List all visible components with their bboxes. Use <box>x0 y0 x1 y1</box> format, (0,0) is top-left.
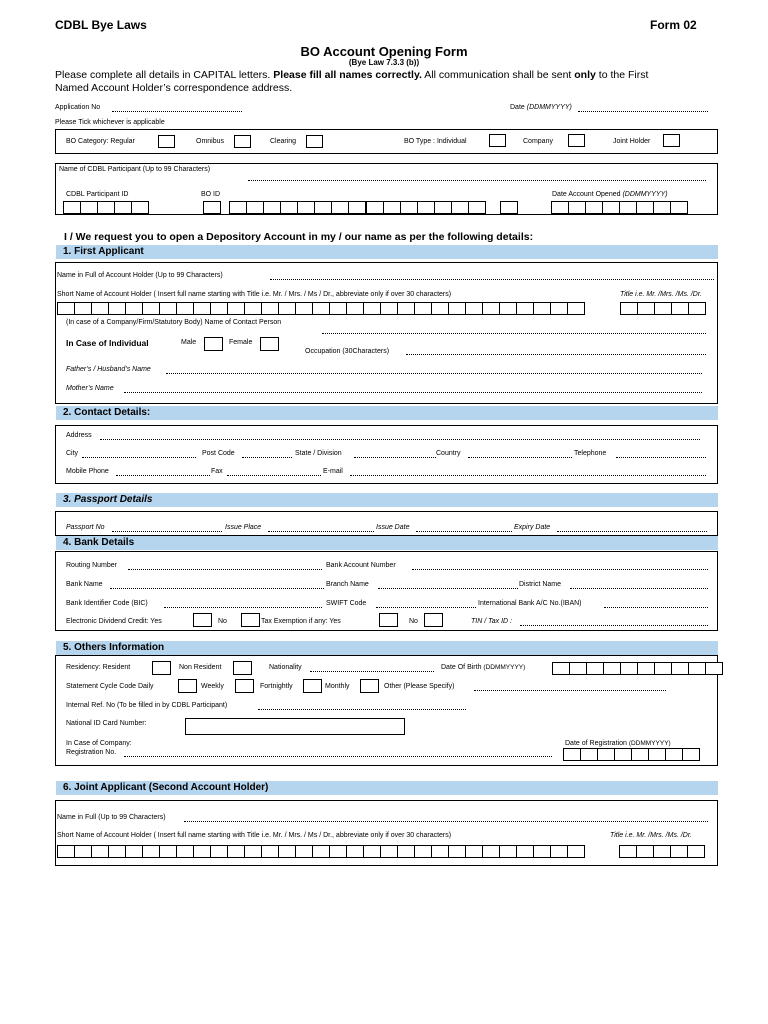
tick-instruction: Please Tick whichever is applicable <box>55 119 165 126</box>
weekly-label: Weekly <box>201 683 224 690</box>
individual-checkbox[interactable] <box>489 134 506 147</box>
header-left: CDBL Bye Laws <box>55 18 147 32</box>
female-label: Female <box>229 339 253 346</box>
issue-place-label: Issue Place <box>225 524 262 531</box>
branch-label: Branch Name <box>326 581 369 588</box>
telephone-label: Telephone <box>574 450 607 457</box>
iban-label: International Bank A/C No.(IBAN) <box>478 600 582 607</box>
dob-label: Date Of Birth (DDMMYYYY) <box>441 664 526 671</box>
fortnightly-label: Fortnightly <box>260 683 293 690</box>
male-checkbox[interactable] <box>204 337 223 351</box>
country-label: Country <box>436 450 461 457</box>
header-right: Form 02 <box>650 18 697 32</box>
date-opened-label: Date Account Opened (DDMMYYYY) <box>552 191 668 198</box>
joint-holder-label: Joint Holder <box>613 138 651 145</box>
individual-label: In Case of Individual <box>66 338 149 348</box>
joint-full-name-field[interactable] <box>184 821 708 822</box>
form-subtitle: (Bye Law 7.3.3 (b)) <box>348 58 420 67</box>
short-name-cells[interactable] <box>57 302 584 315</box>
joint-title-cells[interactable] <box>619 845 704 858</box>
monthly-label: Monthly <box>325 683 350 690</box>
title-hint: Title i.e. Mr. /Mrs. /Ms. /Dr. <box>620 291 702 298</box>
clearing-label: Clearing <box>270 138 297 145</box>
email-label: E-mail <box>323 468 343 475</box>
edc-no-checkbox[interactable] <box>241 613 260 627</box>
edc-no-label: No <box>218 618 227 625</box>
bank-account-field[interactable] <box>412 569 708 570</box>
expiry-date-label: Expiry Date <box>514 524 551 531</box>
email-field[interactable] <box>350 475 706 476</box>
address-field[interactable] <box>100 439 700 440</box>
company-checkbox[interactable] <box>568 134 585 147</box>
first-applicant-heading: 1. First Applicant <box>56 245 718 259</box>
telephone-field[interactable] <box>616 457 706 458</box>
tax-no-checkbox[interactable] <box>424 613 443 627</box>
post-code-field[interactable] <box>242 457 292 458</box>
bank-account-label: Bank Account Number <box>326 562 396 569</box>
mobile-label: Mobile Phone <box>66 468 109 475</box>
bank-name-label: Bank Name <box>66 581 103 588</box>
tin-label: TIN / Tax ID : <box>471 618 512 625</box>
omnibus-label: Omnibus <box>196 138 225 145</box>
post-code-label: Post Code <box>202 450 235 457</box>
city-label: City <box>66 450 79 457</box>
instructions-line-2: Named Account Holder’s correspondence address. <box>55 82 293 94</box>
edc-label: Electronic Dividend Credit: Yes <box>66 618 162 625</box>
non-resident-label: Non Resident <box>179 664 222 671</box>
city-field[interactable] <box>82 457 196 458</box>
fax-label: Fax <box>211 468 223 475</box>
statement-cycle-label: Statement Cycle Code Daily <box>66 683 154 690</box>
application-no-label: Application No <box>55 104 101 111</box>
request-statement: I / We request you to open a Depository Account in my / our name as per the following details: <box>64 231 534 243</box>
tin-field[interactable] <box>520 625 708 626</box>
routing-field[interactable] <box>128 569 322 570</box>
bo-id-cells-b[interactable] <box>366 201 485 214</box>
father-name-field[interactable] <box>166 373 702 374</box>
passport-no-field[interactable] <box>112 531 222 532</box>
contact-details-heading: 2. Contact Details: <box>56 406 718 420</box>
swift-label: SWIFT Code <box>326 600 367 607</box>
bo-type-label: BO Type : Individual <box>404 138 467 145</box>
others-heading: 5. Others Information <box>56 641 718 655</box>
nid-input[interactable] <box>185 718 405 735</box>
other-field[interactable] <box>474 690 666 691</box>
fortnightly-checkbox[interactable] <box>303 679 322 693</box>
regular-checkbox[interactable] <box>158 135 175 148</box>
date-field[interactable] <box>578 111 708 112</box>
internal-ref-field[interactable] <box>258 709 466 710</box>
mother-name-label: Mother’s Name <box>66 385 114 392</box>
clearing-checkbox[interactable] <box>306 135 323 148</box>
omnibus-checkbox[interactable] <box>234 135 251 148</box>
bo-id-cells-a[interactable] <box>229 201 365 214</box>
reg-date-cells[interactable] <box>563 748 699 761</box>
edc-yes-checkbox[interactable] <box>193 613 212 627</box>
full-name-label: Name in Full of Account Holder (Up to 99 Characters) <box>57 272 223 279</box>
residency-label: Residency: Resident <box>66 664 131 671</box>
occupation-field[interactable] <box>406 354 706 355</box>
joint-short-name-label: Short Name of Account Holder ( Insert full name starting with Title i.e. Mr. / Mrs. / Ms / Dr., abbreviate only if over 30 characters) <box>57 832 452 839</box>
non-resident-checkbox[interactable] <box>233 661 252 675</box>
nationality-label: Nationality <box>269 664 302 671</box>
female-checkbox[interactable] <box>260 337 279 351</box>
country-field[interactable] <box>468 457 572 458</box>
mother-name-field[interactable] <box>124 392 702 393</box>
issue-date-field[interactable] <box>416 531 512 532</box>
instructions-line-1: Please complete all details in CAPITAL letters. Please fill all names correctly. All communication shall be sent only to the First <box>55 69 649 81</box>
participant-id-label: CDBL Participant ID <box>66 191 129 198</box>
male-label: Male <box>181 339 197 346</box>
resident-checkbox[interactable] <box>152 661 171 675</box>
district-field[interactable] <box>570 588 708 589</box>
bic-label: Bank Identifier Code (BIC) <box>66 600 148 607</box>
joint-applicant-heading: 6. Joint Applicant (Second Account Holder) <box>56 781 718 795</box>
participant-name-label: Name of CDBL Participant (Up to 99 Characters) <box>59 166 211 173</box>
tax-no-label: No <box>409 618 418 625</box>
passport-heading: 3. Passport Details <box>56 493 718 507</box>
state-field[interactable] <box>354 457 436 458</box>
bank-details-heading: 4. Bank Details <box>56 536 718 550</box>
bic-field[interactable] <box>164 607 322 608</box>
passport-no-label: Passport No <box>66 524 105 531</box>
dob-cells[interactable] <box>552 662 722 675</box>
routing-label: Routing Number <box>66 562 117 569</box>
nid-label: National ID Card Number: <box>66 720 147 727</box>
joint-short-name-cells[interactable] <box>57 845 584 858</box>
bo-id-cell-2[interactable] <box>500 201 517 214</box>
nationality-field[interactable] <box>310 671 434 672</box>
contact-person-label: (In case of a Company/Firm/Statutory Body) Name of Contact Person <box>66 319 282 326</box>
father-name-label: Father’s / Husband’s Name <box>66 366 151 373</box>
reg-date-label: Date of Registration (DDMMYYYY) <box>565 740 671 747</box>
tax-yes-checkbox[interactable] <box>379 613 398 627</box>
date-opened-cells[interactable] <box>551 201 687 214</box>
contact-person-field[interactable] <box>322 333 706 334</box>
state-label: State / Division <box>295 450 342 457</box>
tax-exemption-label: Tax Exemption if any: Yes <box>261 618 341 625</box>
bo-id-label: BO ID <box>201 191 221 198</box>
participant-id-cells[interactable] <box>63 201 148 214</box>
district-label: District Name <box>519 581 562 588</box>
participant-name-field[interactable] <box>248 180 706 181</box>
occupation-label: Occupation (30Characters) <box>305 348 390 355</box>
other-label: Other (Please Specify) <box>384 683 455 690</box>
expiry-date-field[interactable] <box>557 531 707 532</box>
weekly-checkbox[interactable] <box>235 679 254 693</box>
bo-id-cell-1[interactable] <box>203 201 220 214</box>
company-case-label: In Case of Company: <box>66 740 132 747</box>
swift-field[interactable] <box>376 607 476 608</box>
title-cells[interactable] <box>620 302 705 315</box>
internal-ref-label: Internal Ref. No (To be filled in by CDBL Participant) <box>66 702 228 709</box>
mobile-field[interactable] <box>116 475 210 476</box>
bank-name-field[interactable] <box>110 588 324 589</box>
issue-place-field[interactable] <box>268 531 374 532</box>
iban-field[interactable] <box>604 607 708 608</box>
joint-full-name-label: Name in Full (Up to 99 Characters) <box>57 814 166 821</box>
issue-date-label: Issue Date <box>376 524 410 531</box>
fax-field[interactable] <box>227 475 321 476</box>
company-label: Company <box>523 138 553 145</box>
registration-no-label: Registration No. <box>66 749 117 756</box>
bo-category-label: BO Category: Regular <box>66 138 135 145</box>
joint-holder-checkbox[interactable] <box>663 134 680 147</box>
joint-title-hint: Title i.e. Mr. /Mrs. /Ms. /Dr. <box>610 832 692 839</box>
registration-no-field[interactable] <box>124 756 552 757</box>
short-name-label: Short Name of Account Holder ( Insert full name starting with Title i.e. Mr. / Mrs. / Ms / Dr., abbreviate only if over 30 characters) <box>57 291 452 298</box>
branch-field[interactable] <box>378 588 518 589</box>
application-no-field[interactable] <box>112 111 242 112</box>
form-title: BO Account Opening Form <box>300 44 468 59</box>
full-name-field[interactable] <box>270 279 714 280</box>
date-label: Date (DDMMYYYY) <box>510 104 572 111</box>
daily-checkbox[interactable] <box>178 679 197 693</box>
monthly-checkbox[interactable] <box>360 679 379 693</box>
address-label: Address <box>66 432 92 439</box>
